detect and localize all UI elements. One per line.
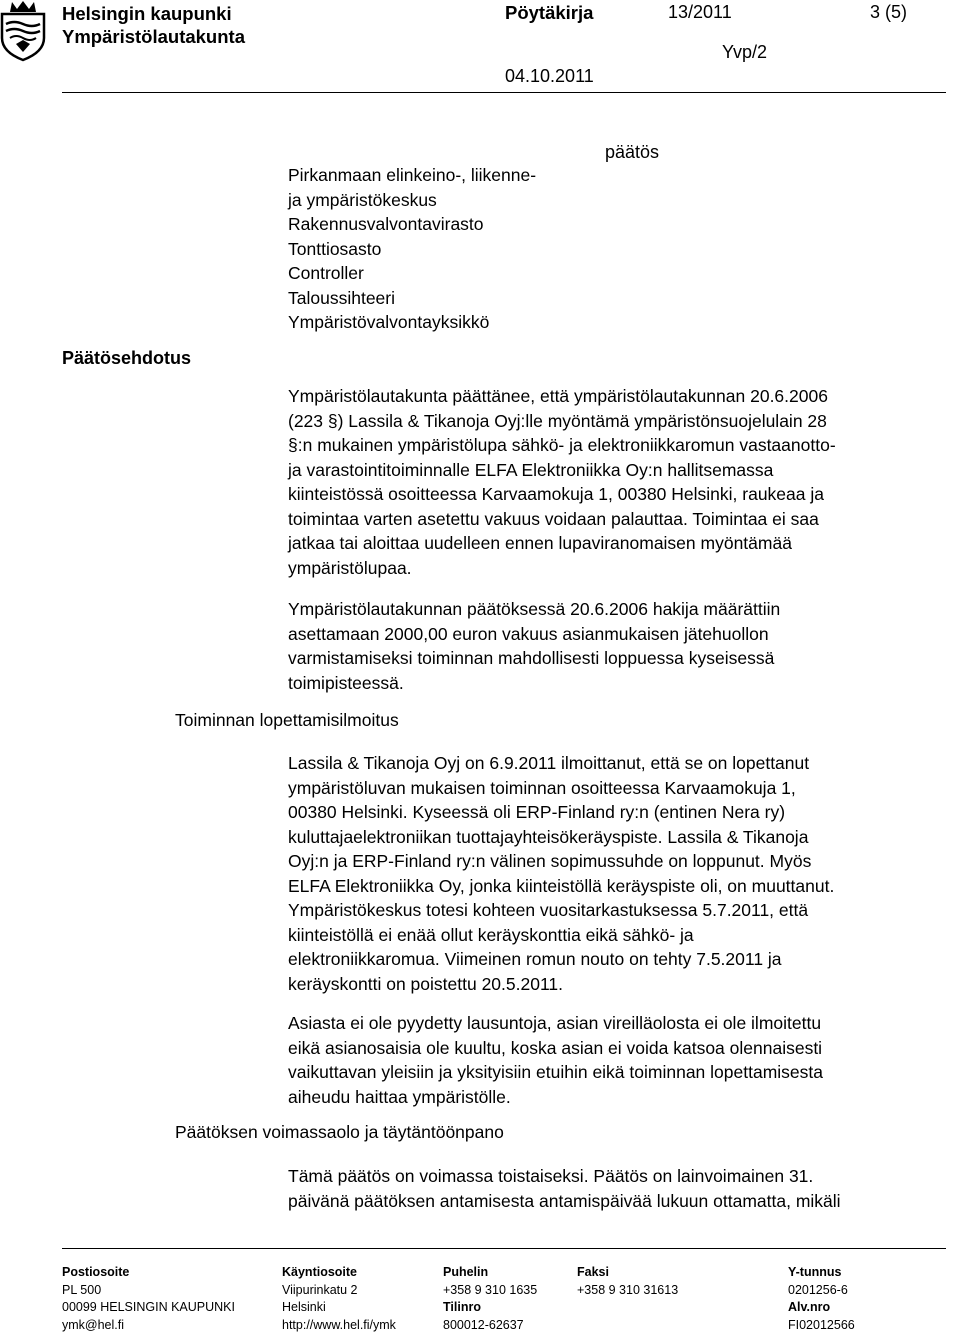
header-divider (62, 92, 946, 93)
termination-heading: Toiminnan lopettamisilmoitus (175, 710, 399, 731)
validity-paragraph: Tämä päätös on voimassa toistaiseksi. Päätös on lainvoimainen 31. päivänä päätöksen antamisesta antamispäivää lukuun ottamatta, mikäli (288, 1164, 948, 1213)
website-link[interactable]: http://www.hel.fi/ymk (282, 1317, 396, 1334)
document-number: 13/2011 (668, 2, 732, 23)
statement-paragraph: Asiasta ei ole pyydetty lausuntoja, asian vireilläolosta ei ole ilmoitettu eikä asianosaisia ole kuultu, koska asian ei voida katsoa olennaisesti vaikuttavan yleisiin ja yksityisiin etuihin eikä toiminnan lopettamisesta aiheudu haittaa ympäristölle. (288, 1011, 948, 1109)
email-link[interactable]: ymk@hel.fi (62, 1317, 235, 1334)
security-paragraph: Ympäristölautakunnan päätöksessä 20.6.2006 hakija määrättiin asettamaan 2000,00 euron vakuus asianmukaisen jätehuollon varmistamiseksi toiminnan mahdollisesti loppuessa kyseisessä toimipisteessä. (288, 597, 948, 695)
footer-fax: Faksi +358 9 310 31613 (577, 1264, 678, 1299)
organization-name: Helsingin kaupunki Ympäristölautakunta (62, 2, 245, 48)
termination-paragraph: Lassila & Tikanoja Oyj on 6.9.2011 ilmoittanut, että se on lopettanut ympäristöluvan mukaisen toiminnan osoitteessa Karvaamokuja 1, 00380 Helsinki. Kyseessä oli ERP-Finland ry:n (entinen Nera ry) kuluttajaelektroniikan tuottajayhteisökeräyspiste. Lassila & Tikanoja Oyj:n ja ERP-Finland ry:n välinen sopimussuhde on loppunut. Myös ELFA Elektroniikka Oy, jonka kiinteistöllä keräyspiste oli, on muuttanut. Ympäristökeskus totesi kohteen vuositarkastuksessa 5.7.2011, että kiinteistöllä ei enää ollut keräyskonttia eikä sähkö- ja elektroniikkaromua. Viimeinen romun nouto on tehty 7.5.2011 ja keräyskontti on poistettu 20.5.2011. (288, 751, 948, 996)
distribution-list (288, 163, 536, 335)
recipient: Tonttiosasto (288, 237, 536, 262)
footer-divider (62, 1248, 946, 1249)
footer-postal: Postiosoite PL 500 00099 HELSINGIN KAUPUNKI ymk@hel.fi (62, 1264, 235, 1334)
footer-phone: Puhelin +358 9 310 1635 Tilinro 800012-62637 (443, 1264, 537, 1334)
distribution-title: päätös (605, 142, 659, 163)
page-number: 3 (5) (870, 2, 907, 23)
recipient: Pirkanmaan elinkeino-, liikenne- (288, 163, 536, 188)
recipient: Taloussihteeri (288, 286, 536, 311)
meeting-date: 04.10.2011 (505, 66, 594, 87)
recipient: Controller (288, 261, 536, 286)
footer-visiting: Käyntiosoite Viipurinkatu 2 Helsinki http://www.hel.fi/ymk (282, 1264, 396, 1334)
helsinki-crest-icon (0, 0, 46, 62)
recipient: ja ympäristökeskus (288, 188, 536, 213)
proposal-heading: Päätösehdotus (62, 348, 191, 369)
recipient: Ympäristövalvontayksikkö (288, 310, 536, 335)
recipient: Rakennusvalvontavirasto (288, 212, 536, 237)
proposal-paragraph: Ympäristölautakunta päättänee, että ympäristölautakunnan 20.6.2006 (223 §) Lassila & Tikanoja Oyj:lle myöntämä ympäristönsuojelulain 28 §:n mukainen ympäristölupa sähkö- ja elektroniikkaromun vastaanotto- ja varastointitoiminnalle ELFA Elektroniikka Oy:n hallitsemassa kiinteistössä osoitteessa Karvaamokuja 1, 00380 Helsinki, raukeaa ja toimintaa varten asetettu vakuus voidaan palauttaa. Toimintaa ei saa jatkaa tai aloittaa uudelleen ennen lupaviranomaisen myöntämää ympäristölupaa. (288, 384, 948, 580)
validity-heading: Päätöksen voimassaolo ja täytäntöönpano (175, 1122, 504, 1143)
footer-ids: Y-tunnus 0201256-6 Alv.nro FI02012566 (788, 1264, 855, 1334)
document-type: Pöytäkirja (505, 2, 593, 24)
section-code: Yvp/2 (722, 42, 767, 63)
